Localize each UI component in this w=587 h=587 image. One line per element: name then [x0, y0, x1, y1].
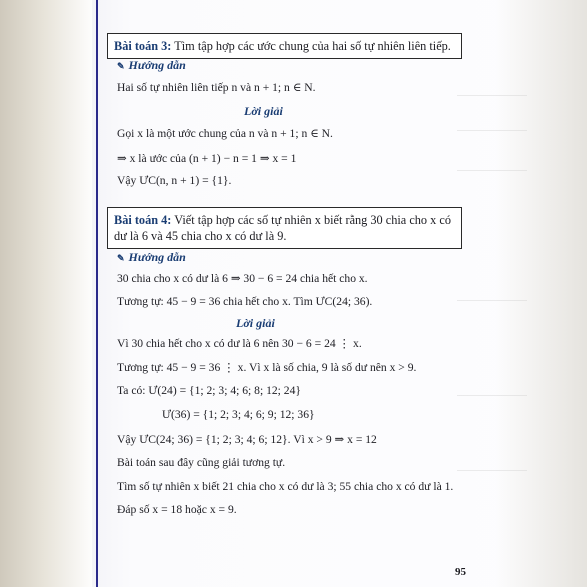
- problem-4-solution-line: Vì 30 chia hết cho x có dư là 6 nên 30 − 6 = 24 ⋮ x.: [117, 337, 362, 350]
- problem-3-solution-heading: Lời giải: [244, 104, 283, 118]
- problem-4-box: [107, 207, 462, 249]
- problem-3-box: [107, 33, 462, 59]
- problem-4-solution-line: Tìm số tự nhiên x biết 21 chia cho x có dư là 3; 55 chia cho x có dư là 1.: [117, 480, 454, 493]
- show-through-line: [457, 300, 527, 301]
- show-through-line: [457, 395, 527, 396]
- show-through-line: [457, 170, 527, 171]
- problem-4-solution-line: Vậy ƯC(24; 36) = {1; 2; 3; 4; 6; 12}. Vì x > 9 ⇒ x = 12: [117, 433, 377, 446]
- problem-3-statement: Tìm tập hợp các ước chung của hai số tự nhiên liên tiếp.: [174, 39, 451, 53]
- problem-4-solution-line: Đáp số x = 18 hoặc x = 9.: [117, 503, 237, 516]
- problem-4-statement-line-1: Bài toán 4: Viết tập hợp các số tự nhiên x biết rằng 30 chia cho x có: [114, 213, 451, 227]
- book-spine: [0, 0, 96, 587]
- show-through-line: [457, 130, 527, 131]
- problem-4-statement-line-2: dư là 6 và 45 chia cho x có dư là 9.: [114, 229, 287, 243]
- problem-3-solution-line: Gọi x là một ước chung của n và n + 1; n ∈ N.: [117, 127, 333, 140]
- pencil-icon: ✎: [117, 61, 125, 71]
- problem-3-solution-line: ⇒ x là ước của (n + 1) − n = 1 ⇒ x = 1: [117, 152, 297, 165]
- problem-4-solution-line: Tương tự: 45 − 9 = 36 ⋮ x. Vì x là số chia, 9 là số dư nên x > 9.: [117, 361, 417, 374]
- problem-3-guide-label: Hướng dẫn: [128, 58, 186, 72]
- problem-4-guide-label: Hướng dẫn: [128, 250, 186, 264]
- problem-4-solution-line: Bài toán sau đây cũng giải tương tự.: [117, 456, 286, 469]
- problem-3-guide-heading: [117, 58, 186, 73]
- pencil-icon: ✎: [117, 253, 125, 263]
- problem-4-guide-heading: [117, 250, 186, 265]
- problem-4-solution-line: Ta có: Ư(24) = {1; 2; 3; 4; 6; 8; 12; 24}: [117, 384, 301, 397]
- page-number: 95: [455, 566, 466, 578]
- problem-3-solution-line: Vậy ƯC(n, n + 1) = {1}.: [117, 174, 232, 187]
- problem-4-title: Bài toán 4:: [114, 213, 172, 227]
- problem-3-guide-line: Hai số tự nhiên liên tiếp n và n + 1; n ∈ N.: [117, 81, 316, 94]
- problem-4-solution-line: Ư(36) = {1; 2; 3; 4; 6; 9; 12; 36}: [162, 408, 315, 421]
- problem-4-solution-heading: Lời giải: [236, 316, 275, 330]
- page-edge-line: [96, 0, 98, 587]
- problem-4-guide-line: 30 chia cho x có dư là 6 ⇒ 30 − 6 = 24 chia hết cho x.: [117, 272, 368, 285]
- show-through-line: [457, 470, 527, 471]
- show-through-line: [457, 95, 527, 96]
- problem-4-guide-line: Tương tự: 45 − 9 = 36 chia hết cho x. Tìm ƯC(24; 36).: [117, 295, 373, 308]
- problem-3-title: Bài toán 3:: [114, 39, 172, 53]
